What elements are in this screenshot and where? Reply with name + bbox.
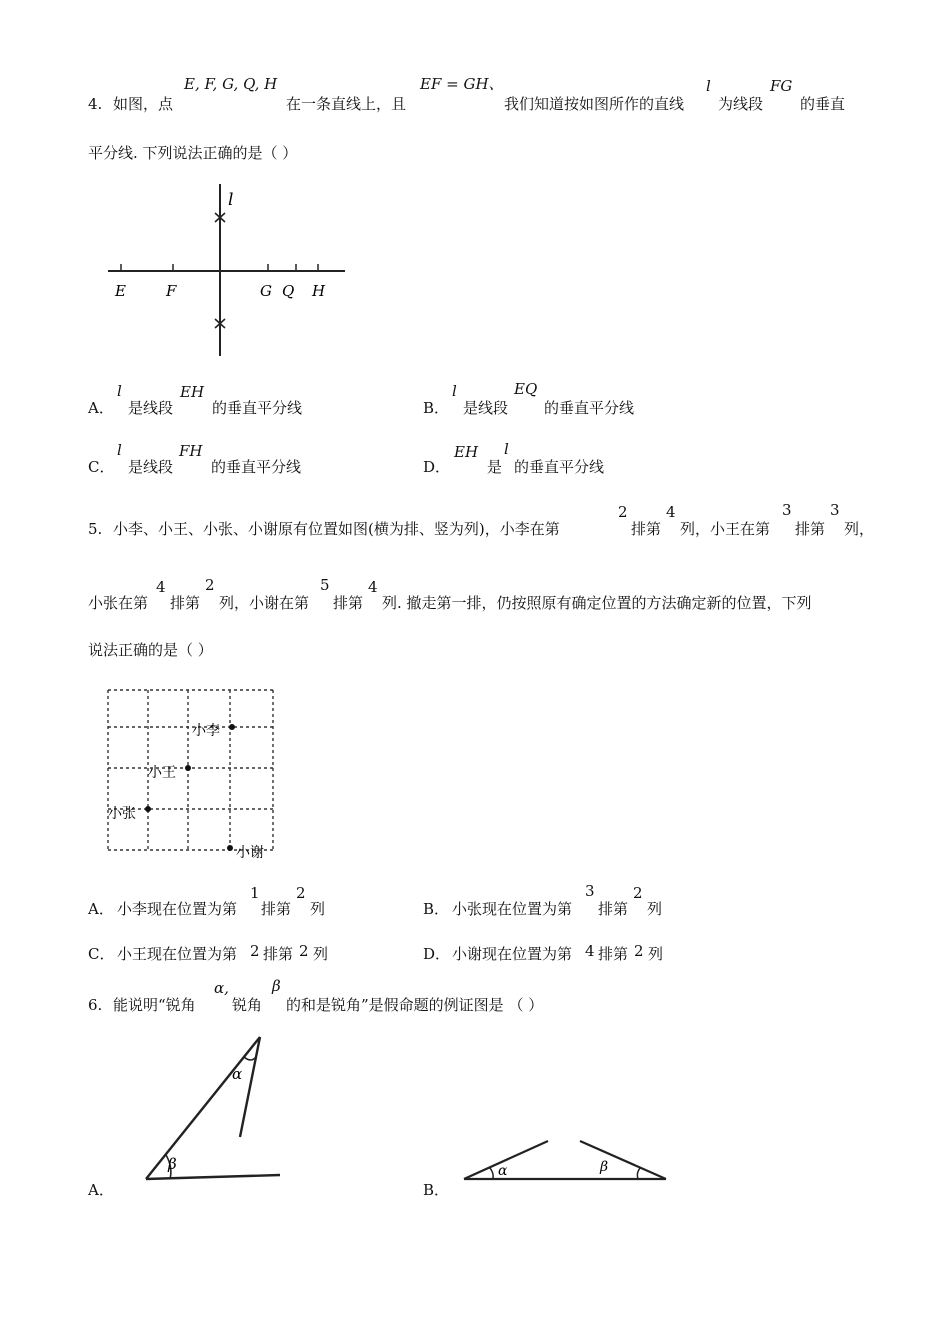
figure-b-right-side [580,1141,666,1179]
option-text: 小王现在位置为第 [117,945,238,963]
option-key: C． [88,945,115,963]
q5-text: 列， [844,520,875,538]
q6-figure-a [140,1033,290,1183]
q5-number-value: 4 [156,578,166,596]
figure-a-long-side [146,1037,260,1179]
option-text: 是线段 [128,458,174,476]
option-number: 2 [299,942,309,960]
figure-a-inner-side [240,1037,260,1137]
option-key: C． [88,458,115,476]
grid-lines [108,690,273,850]
q4-segment-fg: FG [770,77,793,95]
option-l: l [452,382,457,400]
label-h: H [312,282,326,300]
option-text: 的垂直平分线 [544,399,635,417]
seat-dot-xiaoli [229,724,235,730]
q4-equation: EF = GH、 [420,75,504,93]
option-l: l [117,382,122,400]
q6-figure-b [460,1135,675,1185]
figure-b-alpha-label: α [498,1163,508,1179]
q6-text: 的和是锐角”是假命题的例证图是 （ ） [286,996,544,1014]
option-text: 的垂直平分线 [514,458,605,476]
option-text: 列 [310,900,326,918]
q5-number-value: 4 [368,578,378,596]
q5-text: 列，小王在第 [680,520,771,538]
q6-text: 能说明“锐角 [113,996,196,1014]
q4-line-l: l [706,77,711,95]
option-segment: FH [179,442,203,460]
q4-number: 4. [88,95,103,113]
figure-a-beta-label: β [168,1155,177,1173]
q5-number-value: 3 [830,501,840,519]
label-g: G [260,282,272,300]
label-q: Q [282,282,295,300]
figure-a-alpha-label: α [232,1065,243,1083]
q5-text: 小张在第 [88,594,149,612]
option-text: 列 [313,945,329,963]
label-e: E [115,282,126,300]
q5-text: 列. 撤走第一排，仍按照原有确定位置的方法确定新的位置，下列 [382,594,812,612]
option-text: 是线段 [463,399,509,417]
option-text: 小李现在位置为第 [117,900,238,918]
q6-alpha: α, [214,979,229,997]
option-key: D． [423,945,451,963]
option-text: 是线段 [128,399,174,417]
option-segment: EH [180,383,205,401]
option-text: 列 [648,945,664,963]
label-xiaoxie: 小谢 [236,845,264,861]
option-text: 列 [647,900,663,918]
option-key: A． [88,399,114,417]
q4-text: 的垂直 [800,95,846,113]
label-l: l [228,190,234,210]
option-key: B． [423,399,450,417]
q4-text: 为线段 [718,95,764,113]
option-text: 是 [487,458,503,476]
option-key: B． [423,1181,450,1199]
option-key: D． [423,458,451,476]
option-text: 的垂直平分线 [212,399,303,417]
q5-text: 排第 [795,520,826,538]
option-number: 2 [296,884,306,902]
option-text: 的垂直平分线 [211,458,302,476]
q5-number-value: 3 [782,501,792,519]
q5-text: 说法正确的是（ ） [88,641,213,659]
figure-b-beta-label: β [600,1159,609,1175]
q4-text: 如图，点 [113,95,174,113]
figure-b-beta-arc [637,1168,640,1179]
q5-text: 排第 [631,520,662,538]
q6-number: 6. [88,996,103,1014]
figure-b-alpha-arc [490,1168,493,1179]
q5-seat-grid [100,685,280,860]
figure-a-base [146,1175,280,1179]
option-number: 4 [585,942,595,960]
option-text: 排第 [598,900,629,918]
q5-number: 5. [88,520,103,538]
q4-figure [100,178,360,363]
seat-dot-xiaozhang [145,806,151,812]
option-text: 排第 [598,945,629,963]
q4-text: 平分线. 下列说法正确的是（ ） [88,144,298,162]
option-text: 小谢现在位置为第 [452,945,573,963]
option-segment: EH [454,443,479,461]
option-l: l [504,440,509,458]
q6-beta: β [272,977,281,995]
q5-text: 排第 [333,594,364,612]
option-segment: EQ [514,380,538,398]
q5-text: 排第 [170,594,201,612]
q5-text: 列，小谢在第 [219,594,310,612]
option-key: A． [88,1181,114,1199]
seat-dot-xiaoxie [227,845,233,851]
q5-number-value: 2 [205,576,215,594]
q6-text: 锐角 [232,996,263,1014]
q5-number-value: 5 [320,576,330,594]
option-number: 3 [585,882,595,900]
seat-dot-xiaowang [185,765,191,771]
option-number: 2 [634,942,644,960]
label-xiaowang: 小王 [148,765,176,781]
q5-number-value: 4 [666,503,676,521]
option-text: 排第 [263,945,294,963]
option-number: 1 [250,884,260,902]
label-f: F [166,282,177,300]
option-key: A． [88,900,114,918]
option-text: 小张现在位置为第 [452,900,573,918]
q5-text: 小李、小王、小张、小谢原有位置如图(横为排、竖为列)，小李在第 [113,520,560,538]
option-key: B． [423,900,450,918]
option-number: 2 [633,884,643,902]
q4-points: E, F, G, Q, H [184,75,278,93]
option-l: l [117,441,122,459]
label-xiaoli: 小李 [192,723,220,739]
q5-number-value: 2 [618,503,628,521]
option-text: 排第 [261,900,292,918]
q4-text: 在一条直线上，且 [286,95,407,113]
option-number: 2 [250,942,260,960]
q4-text: 我们知道按如图所作的直线 [504,95,685,113]
label-xiaozhang: 小张 [108,806,136,822]
figure-a-alpha-arc [244,1057,256,1060]
